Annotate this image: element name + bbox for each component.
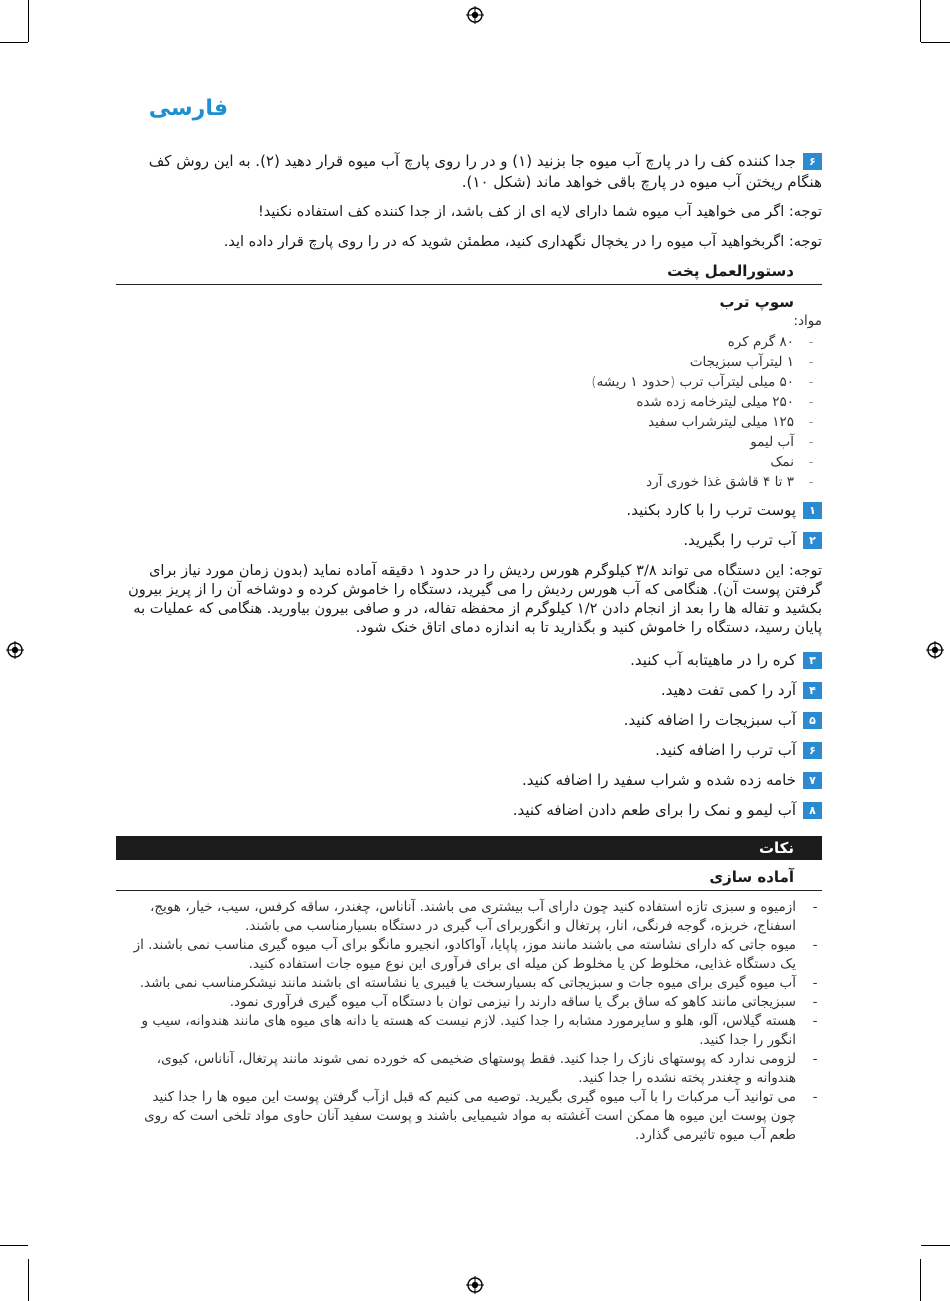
recipe-section-heading: دستورالعمل پخت: [667, 262, 794, 280]
section-divider: [116, 284, 822, 285]
list-bullet: -: [812, 1051, 818, 1067]
tip-item: [128, 898, 822, 936]
list-bullet: -: [808, 414, 814, 430]
step-text: آب سبزیجات را اضافه کنید.: [623, 711, 796, 729]
ingredient-item: [128, 352, 822, 372]
steps-list-b: [128, 650, 822, 830]
step-text: کره را در ماهیتابه آب کنید.: [630, 651, 796, 669]
tip-text: هسته گیلاس، آلو، هلو و سایرمورد مشابه را جدا کنید. لازم نیست که هسته یا دانه های میوه های مانند هندوانه، سیب و انگور را جدا کنید.: [141, 1013, 796, 1048]
list-bullet: -: [808, 434, 814, 450]
list-bullet: -: [812, 1013, 818, 1029]
note-froth: توجه: اگر می خواهید آب میوه شما دارای لایه ای از کف باشد، از جدا کننده کف استفاده نکنید!: [257, 204, 822, 220]
ingredient-text: ۱۲۵ میلی لیترشراب سفید: [648, 414, 794, 430]
step-item: [128, 770, 822, 791]
recipe-title: سوپ ترب: [719, 293, 794, 311]
section-divider: [116, 890, 822, 891]
crop-mark-top-left-v: [28, 0, 29, 42]
step-text: آب ترب را بگیرید.: [683, 531, 796, 549]
ingredient-text: ۱ لیترآب سبزیجات: [689, 354, 794, 370]
step-text: پوست ترب را با کارد بکنید.: [626, 501, 796, 519]
list-bullet: -: [808, 474, 814, 490]
tip-item: [128, 936, 822, 974]
step-text: آرد را کمی تفت دهید.: [660, 681, 796, 699]
tip-item: [128, 1050, 822, 1088]
tips-list: [128, 898, 822, 1145]
tip-text: می توانید آب مرکبات را با آب میوه گیری بگیرید. توصیه می کنیم که قبل ازآب گرفتن پوست این میوه ها را جدا کنید چون پوست این میوه ها ممکن است آغشته به مواد شیمیایی باشند و پوست سفید آنان حاوی مواد تلخی است که روی طعم آب میوه تاثیرمی گذارد.: [144, 1089, 796, 1143]
step-number: ۵: [803, 712, 822, 729]
tips-section-bar: [116, 836, 822, 860]
ingredients-label: مواد:: [793, 313, 822, 329]
step-item: [128, 530, 822, 551]
note-fridge: توجه: اگربخواهید آب میوه را در یخچال نگهداری کنید، مطمئن شوید که در را روی پارچ قرار داده اید.: [223, 234, 822, 250]
ingredient-item: [128, 392, 822, 412]
step-item: [128, 800, 822, 821]
ingredient-item: [128, 372, 822, 392]
crop-mark-bottom-left-v: [28, 1259, 29, 1301]
language-title: فارسی: [148, 96, 228, 121]
steps-list-a: [128, 500, 822, 560]
ingredient-item: [128, 432, 822, 452]
tip-item: [128, 974, 822, 993]
step-text: آب ترب را اضافه کنید.: [655, 741, 796, 759]
ingredient-item: [128, 332, 822, 352]
ingredient-text: ۵۰ میلی لیترآب ترب (حدود ۱ ریشه): [591, 374, 794, 390]
tip-item: [128, 1088, 822, 1145]
step-item: [128, 650, 822, 671]
list-bullet: -: [812, 975, 818, 991]
list-bullet: -: [808, 454, 814, 470]
step-number: ۱: [803, 502, 822, 519]
step-number: ۷: [803, 772, 822, 789]
step-item: [128, 680, 822, 701]
ingredient-text: ۳ تا ۴ قاشق غذا خوری آرد: [646, 474, 794, 490]
step-text: جدا کننده کف را در پارچ آب میوه جا بزنید (۱) و در را روی پارچ آب میوه قرار دهید (۲). به این روش کف هنگام ریختن آب میوه در پارچ باقی خواهد ماند (شکل ۱۰).: [148, 152, 822, 191]
registration-mark-icon: [6, 641, 24, 659]
prep-title: آماده سازی: [709, 868, 794, 886]
ingredient-item: [128, 472, 822, 492]
list-bullet: -: [808, 354, 814, 370]
step-number: ۸: [803, 802, 822, 819]
crop-mark-bottom-left-h: [0, 1245, 28, 1246]
crop-mark-bottom-right-h: [921, 1245, 950, 1246]
ingredient-item: [128, 412, 822, 432]
crop-mark-top-left-h: [0, 42, 28, 43]
step-item: [128, 740, 822, 761]
crop-mark-bottom-right-v: [920, 1259, 921, 1301]
ingredient-item: [128, 452, 822, 472]
step-number: ۲: [803, 532, 822, 549]
ingredient-text: ۲۵۰ میلی لیترخامه زده شده: [636, 394, 794, 410]
note-machine-capacity: توجه: این دستگاه می تواند ۳/۸ کیلوگرم هورس ردیش را در حدود ۱ دقیقه آماده نماید (بدون زمان مورد نیاز برای گرفتن پوست آن). هنگامی که آب هورس ردیش را می گیرید، دستگاه را خاموش کرده و دوشاخه آن را از پریز بیرون بکشید و تفاله ها را بعد از انجام دادن ۱/۲ کیلوگرم از محفظه تفاله، در و صافی بیرون بیاورید. هنگامی که عملیات به پایان رسید، دستگاه را خاموش کنید و بگذارید تا به اندازه دمای اتاق خنک شود.: [128, 563, 822, 636]
tip-text: آب میوه گیری برای میوه جات و سبزیجاتی که بسیارسخت یا فیبری یا نشاسته ای باشند مانند نیشکرمناسب نمی باشد.: [139, 975, 796, 991]
list-bullet: -: [812, 937, 818, 953]
list-bullet: -: [808, 394, 814, 410]
tip-text: لزومی ندارد که پوستهای نازک را جدا کنید. فقط پوستهای ضخیمی که خورده نمی شوند مانند پرتغال، آناناس، کیوی، هندوانه و چغندر پخته نشده را جدا کنید.: [156, 1051, 796, 1086]
list-bullet: -: [812, 899, 818, 915]
list-bullet: -: [808, 334, 814, 350]
list-bullet: -: [812, 1089, 818, 1105]
ingredient-text: ۸۰ گرم کره: [727, 334, 794, 350]
tip-text: سبزیجاتی مانند کاهو که ساق برگ یا ساقه دارند را نیزمی توان با دستگاه آب میوه گیری فرآوری نمود.: [229, 994, 796, 1010]
step-item: [128, 710, 822, 731]
tip-text: ازمیوه و سبزی تازه استفاده کنید چون دارای آب بیشتری می باشند. آناناس، چغندر، ساقه کرفس، سیب، خیار، هویج، اسفناج، خربزه، گوجه فرنگی، انار، پرتغال و انگوربرای آب گیری در دستگاه بسیارمناسب می باشند.: [149, 899, 796, 934]
registration-mark-icon: [466, 6, 484, 24]
list-bullet: -: [808, 374, 814, 390]
ingredients-list: [128, 332, 822, 492]
registration-mark-icon: [926, 641, 944, 659]
tip-item: [128, 993, 822, 1012]
tip-text: میوه جاتی که دارای نشاسته می باشند مانند موز، پاپایا، آواکادو، انجیرو مانگو برای آب میوه گیری مناسب نمی باشند. از یک دستگاه غذایی، مخلوط کن یا مخلوط کن میله ای برای فرآوری این نوع میوه جات استفاده کنید.: [133, 937, 796, 972]
tips-bar-title: نکات: [758, 839, 794, 857]
step-text: خامه زده شده و شراب سفید را اضافه کنید.: [521, 771, 796, 789]
list-bullet: -: [812, 994, 818, 1010]
step-text: آب لیمو و نمک را برای طعم دادن اضافه کنید.: [512, 801, 796, 819]
registration-mark-icon: [466, 1276, 484, 1294]
ingredient-text: نمک: [770, 454, 794, 470]
step-froth-separator: [128, 151, 822, 193]
crop-mark-top-right-h: [921, 42, 950, 43]
step-item: [128, 500, 822, 521]
tip-item: [128, 1012, 822, 1050]
step-number: ۶: [803, 742, 822, 759]
step-number: ۴: [803, 682, 822, 699]
step-number: ۶: [803, 153, 822, 170]
step-number: ۳: [803, 652, 822, 669]
crop-mark-top-right-v: [920, 0, 921, 42]
ingredient-text: آب لیمو: [750, 434, 794, 450]
